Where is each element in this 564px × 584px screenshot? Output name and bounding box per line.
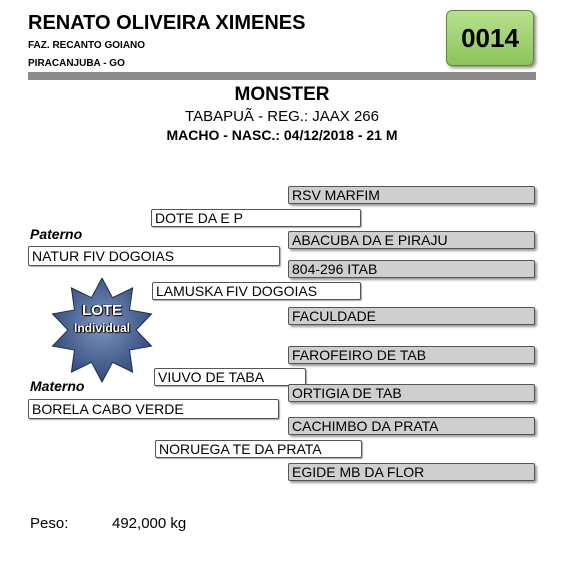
- lot-number-badge: 0014: [446, 10, 534, 66]
- sex-birth-age: MACHO - NASC.: 04/12/2018 - 21 M: [166, 127, 398, 143]
- city-name: PIRACANJUBA - GO: [28, 58, 125, 69]
- farm-name: FAZ. RECANTO GOIANO: [28, 40, 146, 51]
- ancestor-dam-dam-sire: CACHIMBO DA PRATA: [288, 417, 535, 435]
- ancestor-sire-sire-dam: ABACUBA DA E PIRAJU: [288, 231, 535, 249]
- ancestor-sire-dam: LAMUSKA FIV DOGOIAS: [152, 282, 361, 300]
- owner-name: RENATO OLIVEIRA XIMENES: [28, 12, 306, 34]
- lote-individual-badge: [42, 278, 162, 384]
- breed-registration: TABAPUÃ - REG.: JAAX 266: [185, 108, 379, 125]
- maternal-label: Materno: [30, 378, 85, 394]
- header-divider: [28, 72, 536, 80]
- ancestor-dam-sire: VIUVO DE TABA: [154, 368, 306, 386]
- weight-value: 492,000 kg: [112, 515, 187, 532]
- ancestor-sire-sire: DOTE DA E P: [151, 209, 361, 227]
- lote-text: LOTE: [82, 302, 122, 319]
- ancestor-sire-sire-sire: RSV MARFIM: [288, 186, 535, 204]
- ancestor-dam-sire-dam: ORTIGIA DE TAB: [288, 384, 535, 402]
- ancestor-sire-dam-sire: 804-296 ITAB: [288, 260, 535, 278]
- ancestor-sire-dam-dam: FACULDADE: [288, 307, 535, 325]
- paternal-label: Paterno: [30, 226, 83, 242]
- ancestor-sire: NATUR FIV DOGOIAS: [28, 246, 280, 266]
- ancestor-dam-dam: NORUEGA TE DA PRATA: [155, 440, 362, 458]
- ancestor-dam-sire-sire: FAROFEIRO DE TAB: [288, 346, 535, 364]
- animal-name: MONSTER: [234, 84, 330, 105]
- ancestor-dam-dam-dam: EGIDE MB DA FLOR: [288, 463, 535, 481]
- individual-text: Individual: [73, 321, 130, 335]
- weight-label: Peso:: [30, 515, 69, 532]
- ancestor-dam: BORELA CABO VERDE: [28, 399, 279, 419]
